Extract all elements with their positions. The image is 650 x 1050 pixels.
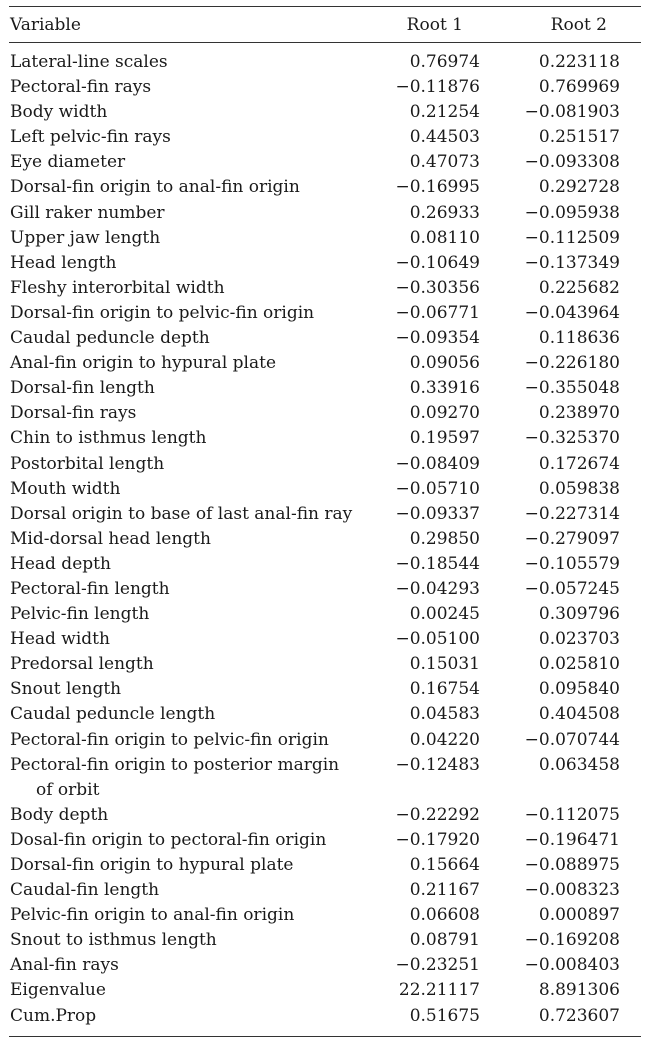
variable-cell	[9, 426, 373, 451]
variable-cell	[9, 477, 373, 502]
variable-cell	[9, 100, 373, 125]
root-1-cell: 0.26933	[409, 202, 480, 223]
root-2-cell: −0.325370	[524, 428, 620, 449]
variable-label: Caudal peduncle length	[10, 704, 216, 725]
variable-cell	[9, 677, 373, 702]
variable-label: Dorsal origin to base of last anal-fin ray	[10, 503, 353, 524]
table-row	[9, 953, 641, 978]
variable-label: Caudal peduncle depth	[10, 328, 210, 349]
root-2-cell: −0.105579	[524, 553, 620, 574]
root-2-cell: −0.088975	[524, 855, 620, 875]
variable-cell	[9, 50, 373, 75]
root-1-cell: 0.04583	[409, 704, 480, 725]
variable-cell	[9, 552, 373, 577]
root-2-cell: 0.118636	[538, 328, 620, 349]
variable-cell	[9, 175, 373, 200]
root-2-cell: 0.000897	[538, 905, 620, 926]
root-1-cell: −0.17920	[395, 829, 480, 850]
root-1-cell: 0.06608	[409, 905, 480, 926]
root-1-cell: −0.18544	[395, 553, 480, 574]
variable-label: Pectoral-fin length	[10, 578, 170, 599]
variable-cell	[9, 903, 373, 928]
variable-label: Pectoral-fin origin to pelvic-fin origin	[10, 729, 329, 750]
root-2-cell: 0.292728	[538, 177, 620, 198]
table-row	[9, 75, 641, 100]
root-1-cell: −0.11876	[395, 77, 480, 98]
variable-cell	[9, 577, 373, 602]
variable-cell	[9, 978, 373, 1003]
variable-cell	[9, 351, 373, 376]
variable-cell	[9, 150, 373, 175]
root-2-cell: 0.309796	[538, 604, 620, 625]
root-1-cell: 0.51675	[409, 1005, 480, 1026]
root-1-cell: −0.30356	[395, 277, 480, 298]
table-body	[9, 50, 641, 1029]
root-2-cell: −0.057245	[524, 578, 620, 599]
header-root-2: Root 2	[550, 14, 607, 35]
variable-label: Pelvic-fin length	[10, 604, 150, 625]
root-1-cell: −0.08409	[395, 453, 480, 474]
root-2-cell: −0.226180	[524, 353, 620, 374]
root-1-cell: 0.29850	[409, 528, 480, 549]
root-1-cell: 0.33916	[409, 378, 480, 399]
table-row	[9, 928, 641, 953]
root-1-cell: −0.23251	[395, 955, 480, 976]
variable-label: Left pelvic-fin rays	[10, 127, 171, 148]
root-1-cell: 0.44503	[409, 127, 480, 148]
variable-label: Caudal-fin length	[10, 880, 160, 901]
variable-cell	[9, 301, 373, 326]
root-1-cell: 0.08110	[409, 227, 480, 248]
root-2-cell: −0.355048	[524, 378, 620, 399]
root-1-cell: 0.15031	[409, 654, 480, 675]
table-row	[9, 702, 641, 727]
variable-cell	[9, 125, 373, 150]
root-1-cell: 0.00245	[409, 604, 480, 625]
table-row	[9, 577, 641, 602]
root-2-cell: −0.043964	[524, 302, 620, 323]
table-row	[9, 100, 641, 125]
variable-cell	[9, 401, 373, 426]
table-row	[9, 652, 641, 677]
variable-label: Chin to isthmus length	[10, 428, 207, 449]
root-2-cell: −0.070744	[524, 729, 620, 750]
variable-label: Body depth	[10, 804, 109, 825]
table-header	[9, 7, 641, 42]
root-1-cell: −0.05100	[395, 629, 480, 650]
table-row	[9, 753, 641, 803]
variable-cell	[9, 853, 373, 878]
table-row	[9, 878, 641, 903]
root-1-cell: −0.10649	[395, 252, 480, 273]
variable-cell	[9, 928, 373, 953]
variable-label: Dorsal-fin rays	[10, 403, 137, 424]
variable-label: Anal-fin rays	[10, 955, 119, 976]
variable-label: Dorsal-fin origin to pelvic-fin origin	[10, 302, 315, 323]
root-2-cell: 0.723607	[538, 1005, 620, 1026]
variable-cell	[9, 75, 373, 100]
table-row	[9, 125, 641, 150]
root-1-cell: 22.21117	[398, 980, 480, 1001]
root-1-cell: −0.12483	[395, 754, 480, 775]
variable-cell	[9, 728, 373, 753]
root-2-cell: 0.404508	[538, 704, 620, 725]
root-1-cell: 0.19597	[409, 428, 480, 449]
variable-cell	[9, 276, 373, 301]
variable-cell	[9, 878, 373, 903]
root-2-cell: −0.196471	[524, 829, 620, 850]
variable-label: Dorsal-fin origin to anal-fin origin	[10, 177, 300, 198]
table-row	[9, 903, 641, 928]
variable-cell	[9, 452, 373, 477]
root-1-cell: 0.09056	[409, 353, 480, 374]
variable-label: Predorsal length	[10, 654, 154, 675]
variable-label: Mid-dorsal head length	[10, 528, 211, 549]
root-2-cell: −0.112509	[524, 227, 620, 248]
variable-cell	[9, 527, 373, 552]
root-1-cell: 0.16754	[409, 679, 480, 700]
variable-cell	[9, 602, 373, 627]
root-2-cell: −0.093308	[524, 152, 620, 173]
root-1-cell: 0.04220	[409, 729, 480, 750]
table-row	[9, 627, 641, 652]
variable-label: Dosal-fin origin to pectoral-fin origin	[10, 829, 327, 850]
variable-label: Pelvic-fin origin to anal-fin origin	[10, 905, 295, 926]
root-1-cell: −0.09354	[395, 328, 480, 349]
variable-cell	[9, 652, 373, 677]
variable-cell	[9, 1004, 373, 1029]
variable-label: Mouth width	[10, 478, 121, 499]
table-row	[9, 677, 641, 702]
table-row	[9, 978, 641, 1003]
root-2-cell: 0.172674	[538, 453, 620, 474]
root-1-cell: −0.05710	[395, 478, 480, 499]
table-row	[9, 351, 641, 376]
variable-label: Gill raker number	[10, 202, 165, 223]
root-2-cell: 0.251517	[538, 127, 620, 148]
table-row	[9, 728, 641, 753]
variable-label-continuation: of orbit	[36, 779, 100, 800]
header-variable: Variable	[10, 14, 81, 35]
table-row	[9, 1004, 641, 1029]
root-2-cell: −0.008403	[524, 955, 620, 976]
table-row	[9, 376, 641, 401]
root-1-cell: 0.76974	[409, 52, 480, 72]
root-2-cell: 0.223118	[538, 52, 620, 72]
root-1-cell: −0.06771	[395, 302, 480, 323]
table-row	[9, 276, 641, 301]
variable-cell	[9, 803, 373, 828]
root-2-cell: −0.081903	[524, 102, 620, 123]
table-row	[9, 502, 641, 527]
root-2-cell: −0.169208	[524, 930, 620, 951]
variable-label: Cum.Prop	[10, 1005, 97, 1026]
table-row	[9, 401, 641, 426]
root-2-cell: 0.025810	[538, 654, 620, 675]
table-row	[9, 527, 641, 552]
root-2-cell: −0.279097	[524, 528, 620, 549]
variable-cell	[9, 828, 373, 853]
variable-label: Fleshy interorbital width	[10, 277, 225, 298]
variable-label: Snout length	[10, 679, 122, 700]
root-2-cell: −0.227314	[524, 503, 620, 524]
variable-label: Pectoral-fin rays	[10, 77, 152, 98]
root-1-cell: −0.09337	[395, 503, 480, 524]
root-1-cell: −0.04293	[395, 578, 480, 599]
table-row	[9, 326, 641, 351]
root-1-cell: 0.21167	[409, 880, 480, 901]
variable-label: Head depth	[10, 553, 111, 574]
root-1-cell: 0.47073	[409, 152, 480, 173]
table-row	[9, 803, 641, 828]
header-rule	[9, 42, 641, 43]
root-2-cell: −0.008323	[524, 880, 620, 901]
root-2-cell: −0.112075	[524, 804, 620, 825]
variable-cell	[9, 702, 373, 727]
root-2-cell: −0.137349	[524, 252, 620, 273]
table-row	[9, 301, 641, 326]
variable-label: Head width	[10, 629, 110, 650]
table-row	[9, 150, 641, 175]
root-1-cell: −0.22292	[395, 804, 480, 825]
variable-label: Snout to isthmus length	[10, 930, 217, 951]
table-row	[9, 452, 641, 477]
variable-cell	[9, 502, 373, 527]
root-2-cell: 0.023703	[538, 629, 620, 650]
root-1-cell: 0.15664	[409, 855, 480, 875]
root-2-cell: 0.063458	[538, 754, 620, 775]
variable-cell	[9, 201, 373, 226]
variable-cell	[9, 627, 373, 652]
table-row	[9, 853, 641, 878]
variable-label: Dorsal-fin length	[10, 378, 155, 399]
variable-label: Eye diameter	[10, 152, 126, 173]
root-2-cell: −0.095938	[524, 202, 620, 223]
root-1-cell: −0.16995	[395, 177, 480, 198]
variable-label: Anal-fin origin to hypural plate	[10, 353, 277, 374]
root-2-cell: 0.225682	[538, 277, 620, 298]
variable-cell	[9, 753, 373, 803]
variable-cell	[9, 953, 373, 978]
root-2-cell: 0.238970	[538, 403, 620, 424]
table-row	[9, 477, 641, 502]
variable-cell	[9, 376, 373, 401]
root-1-cell: 0.09270	[409, 403, 480, 424]
root-1-cell: 0.08791	[409, 930, 480, 951]
loadings-table	[9, 6, 641, 1037]
table-row	[9, 251, 641, 276]
table-row	[9, 426, 641, 451]
table-row	[9, 50, 641, 75]
variable-label: Pectoral-fin origin to posterior margin	[10, 754, 340, 775]
bottom-rule	[9, 1036, 641, 1037]
variable-cell	[9, 251, 373, 276]
header-root-1: Root 1	[406, 14, 463, 35]
table-row	[9, 175, 641, 200]
table-row	[9, 828, 641, 853]
root-1-cell: 0.21254	[409, 102, 480, 123]
variable-cell	[9, 226, 373, 251]
variable-label: Upper jaw length	[10, 227, 161, 248]
root-2-cell: 0.059838	[538, 478, 620, 499]
table-row	[9, 552, 641, 577]
table-row	[9, 226, 641, 251]
variable-label: Head length	[10, 252, 117, 273]
variable-label: Body width	[10, 102, 108, 123]
root-2-cell: 0.095840	[538, 679, 620, 700]
variable-label: Eigenvalue	[10, 980, 106, 1001]
root-2-cell: 0.769969	[538, 77, 620, 98]
variable-cell	[9, 326, 373, 351]
variable-label: Dorsal-fin origin to hypural plate	[10, 855, 294, 875]
variable-label: Postorbital length	[10, 453, 165, 474]
table-row	[9, 602, 641, 627]
table-row	[9, 201, 641, 226]
variable-label: Lateral-line scales	[10, 52, 168, 72]
root-2-cell: 8.891306	[538, 980, 620, 1001]
